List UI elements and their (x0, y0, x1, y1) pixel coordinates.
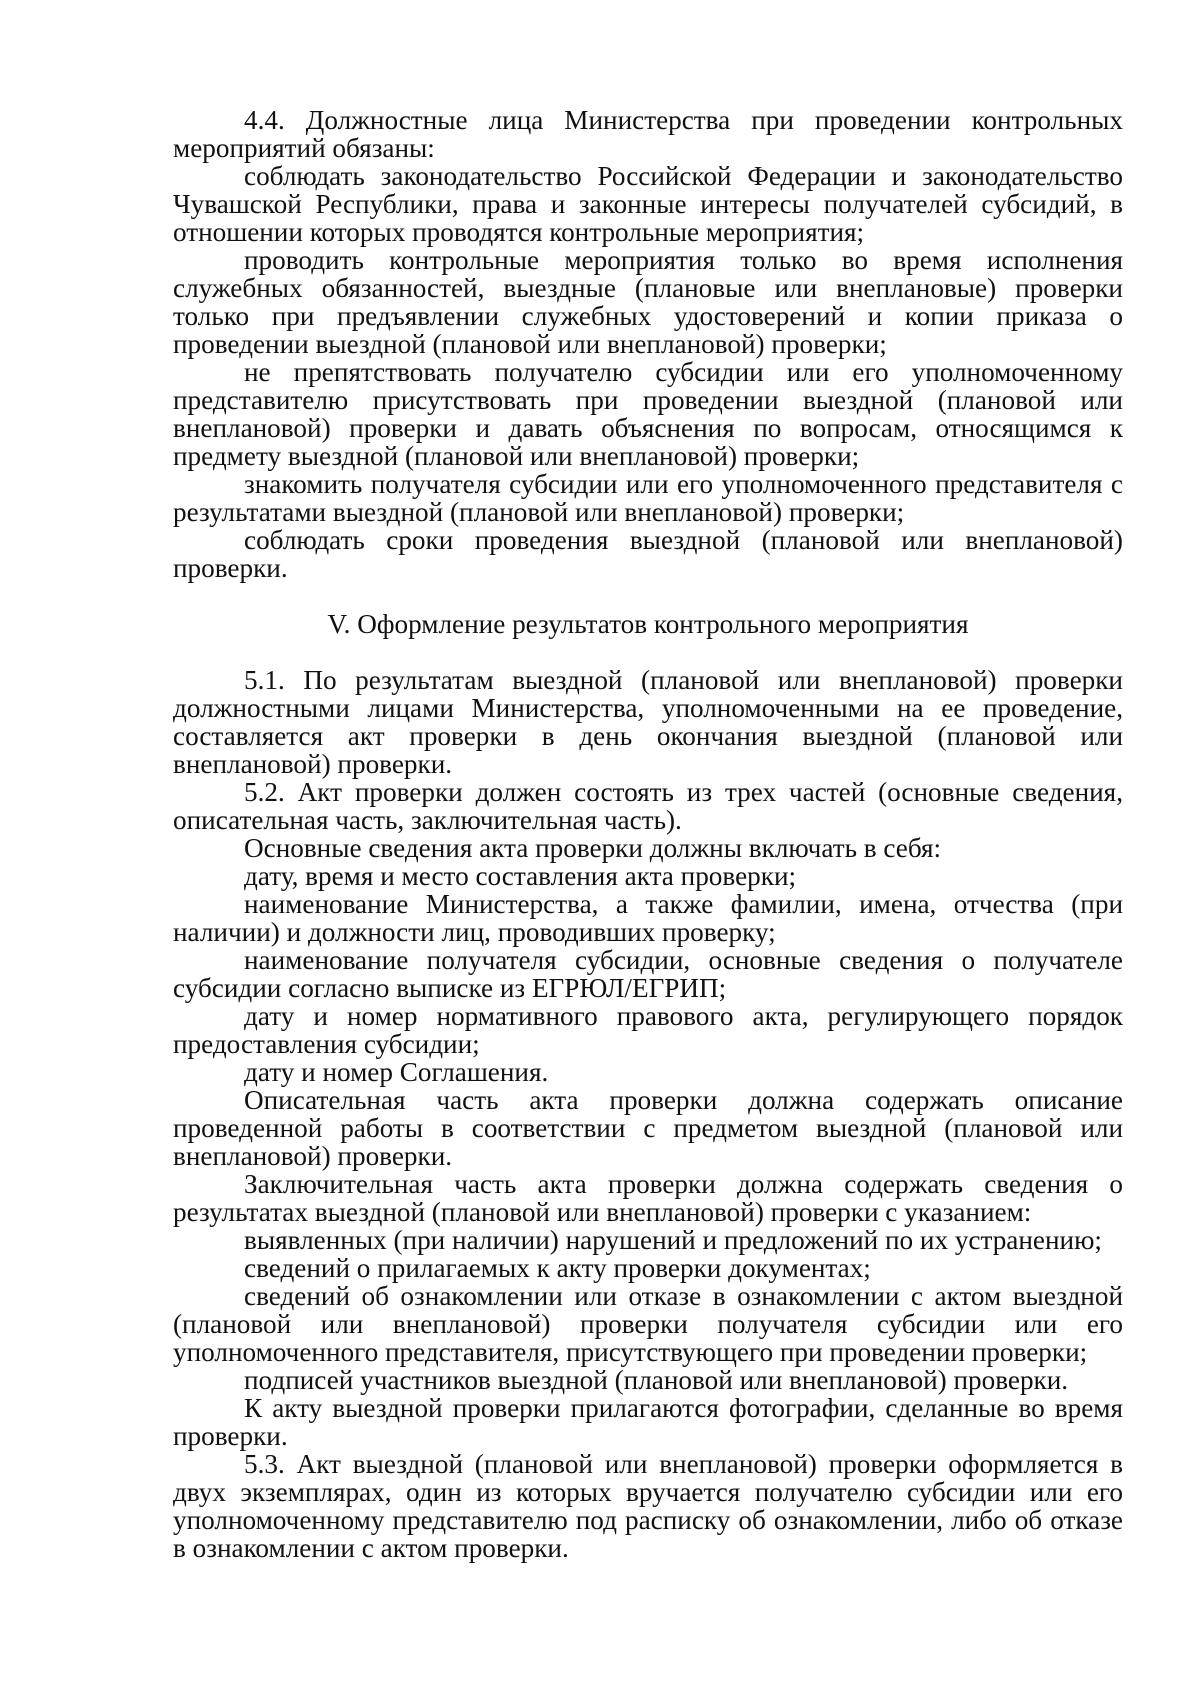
final-part-violations: выявленных (при наличии) нарушений и предложений по их устранению; (244, 1225, 1102, 1255)
basic-info-recipient: наименование получателя субсидии, основные сведения о получателе субсидии согласно выписке из ЕГРЮЛ/ЕГРИП; (173, 945, 1123, 1003)
basic-info-ministry: наименование Министерства, а также фамилии, имена, отчества (при наличии) и должности лиц, проводивших проверку; (173, 889, 1123, 947)
basic-info-date: дату, время и место составления акта проверки; (244, 861, 797, 891)
final-part-acquaintance: сведений об ознакомлении или отказе в ознакомлении с актом выездной (плановой или внеплановой) проверки получателя субсидии или его уполномоченного представителя, присутствующего при проведении проверки; (173, 1281, 1123, 1367)
photos-attached: К акту выездной проверки прилагаются фотографии, сделанные во время проверки. (173, 1393, 1123, 1451)
duty-conduct-during-service: проводить контрольные мероприятия только во время исполнения служебных обязанностей, выездные (плановые или внеплановые) проверки только при предъявлении служебных удостоверений и копии приказа о проведении выездной (плановой или внеплановой) проверки; (173, 245, 1123, 359)
section-heading: V. Оформление результатов контрольного мероприятия (327, 609, 969, 639)
paragraph-5-3: 5.3. Акт выездной (плановой или внеплановой) проверки оформляется в двух экземплярах, один из которых вручается получателю субсидии или его уполномоченному представителю под расписку об ознакомлении, либо об отказе в ознакомлении с актом проверки. (173, 1449, 1123, 1563)
final-part-signatures: подписей участников выездной (плановой или внеплановой) проверки. (244, 1365, 1069, 1395)
duty-not-obstruct: не препятствовать получателю субсидии или его уполномоченному представителю присутствовать при проведении выездной (плановой или внеплановой) проверки и давать объяснения по вопросам, относящимся к предмету выездной (плановой или внеплановой) проверки; (173, 357, 1123, 471)
final-part-intro: Заключительная часть акта проверки должна содержать сведения о результатах выездной (плановой или внеплановой) проверки с указанием: (173, 1169, 1123, 1227)
spacer (173, 582, 1123, 610)
duty-observe-law: соблюдать законодательство Российской Федерации и законодательство Чувашской Республики, права и законные интересы получателей субсидий, в отношении которых проводятся контрольные мероприятия; (173, 161, 1123, 247)
spacer (173, 638, 1123, 666)
paragraph-5-2: 5.2. Акт проверки должен состоять из трех частей (основные сведения, описательная часть, заключительная часть). (173, 777, 1123, 835)
basic-info-legal-act: дату и номер нормативного правового акта, регулирующего порядок предоставления субсидии; (173, 1001, 1123, 1059)
descriptive-part: Описательная часть акта проверки должна содержать описание проведенной работы в соответствии с предметом выездной (плановой или внеплановой) проверки. (173, 1085, 1123, 1171)
paragraph-4-4: 4.4. Должностные лица Министерства при проведении контрольных мероприятий обязаны: (173, 105, 1123, 163)
duty-acquaint-results: знакомить получателя субсидии или его уполномоченного представителя с результатами выездной (плановой или внеплановой) проверки; (173, 469, 1123, 527)
basic-info-agreement: дату и номер Соглашения. (244, 1057, 549, 1087)
duty-observe-deadlines: соблюдать сроки проведения выездной (плановой или внеплановой) проверки. (173, 525, 1123, 583)
basic-info-intro: Основные сведения акта проверки должны включать в себя: (244, 833, 942, 863)
document-page (173, 106, 1123, 1562)
final-part-documents: сведений о прилагаемых к акту проверки документах; (244, 1253, 871, 1283)
paragraph-5-1: 5.1. По результатам выездной (плановой или внеплановой) проверки должностными лицами Министерства, уполномоченными на ее проведение, составляется акт проверки в день окончания выездной (плановой или внеплановой) проверки. (173, 665, 1123, 779)
